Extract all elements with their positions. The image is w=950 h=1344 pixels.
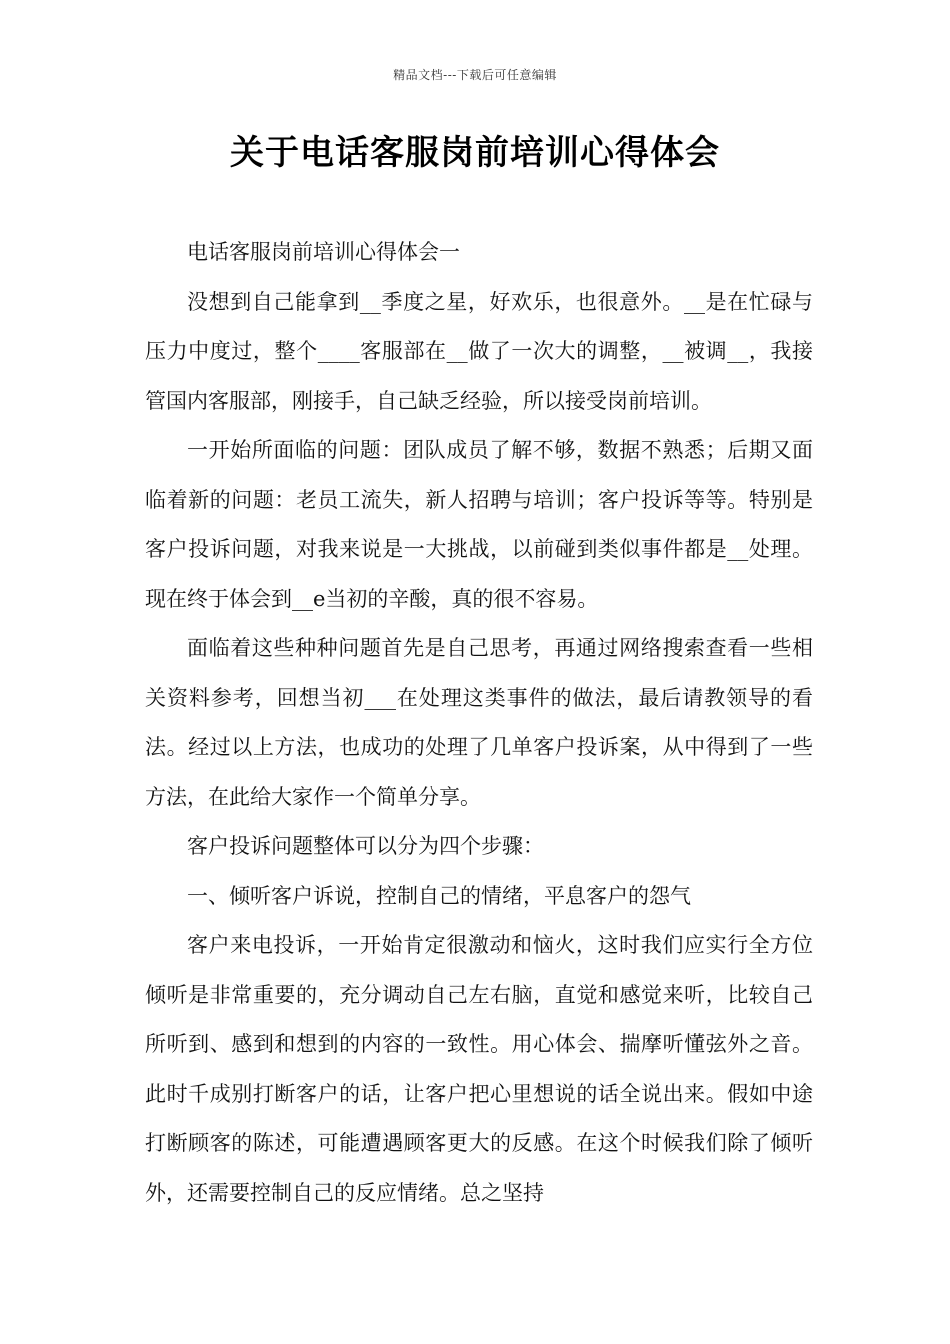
section-heading: 一、倾听客户诉说，控制自己的情绪，平息客户的怨气	[187, 883, 691, 908]
header-note: 精品文档---下载后可任意编辑	[393, 68, 557, 82]
paragraph: 客户来电投诉，一开始肯定很激动和恼火，这时我们应实行全方位倾听是非常重要的，充分调动自己左右脑，直觉和感觉来听，比较自己所听到、感到和想到的内容的一致性。用心体会、揣摩听懂弦外之音。此时千成别打断客户的话，让客户把心里想说的话全说出来。假如中途打断顾客的陈述，可能遭遇顾客更大的反感。在这个时候我们除了倾听外，还需要控制自己的反应情绪。总之坚持	[145, 933, 813, 1205]
paragraph: 没想到自己能拿到__季度之星，好欢乐，也很意外。__是在忙碌与压力中度过，整个____客服部在__做了一次大的调整，__被调__，我接管国内客服部，刚接手，自己缺乏经验，所以接受岗前培训。	[145, 289, 813, 413]
paragraph: 客户投诉问题整体可以分为四个步骤：	[187, 834, 544, 858]
paragraph: 面临着这些种种问题首先是自己思考，再通过网络搜索查看一些相关资料参考，回想当初___在处理这类事件的做法，最后请教领导的看法。经过以上方法，也成功的处理了几单客户投诉案，从中得到了一些方法，在此给大家作一个简单分享。	[145, 636, 813, 809]
document-body	[145, 228, 813, 1218]
paragraph: 一开始所面临的问题：团队成员了解不够，数据不熟悉；后期又面临着新的问题：老员工流失，新人招聘与培训；客户投诉等等。特别是客户投诉问题，对我来说是一大挑战，以前碰到类似事件都是__处理。现在终于体会到__e当初的辛酸，真的很不容易。	[145, 438, 813, 611]
paragraph-subtitle: 电话客服岗前培训心得体会一	[187, 240, 460, 264]
document-title: 关于电话客服岗前培训心得体会	[230, 133, 720, 173]
